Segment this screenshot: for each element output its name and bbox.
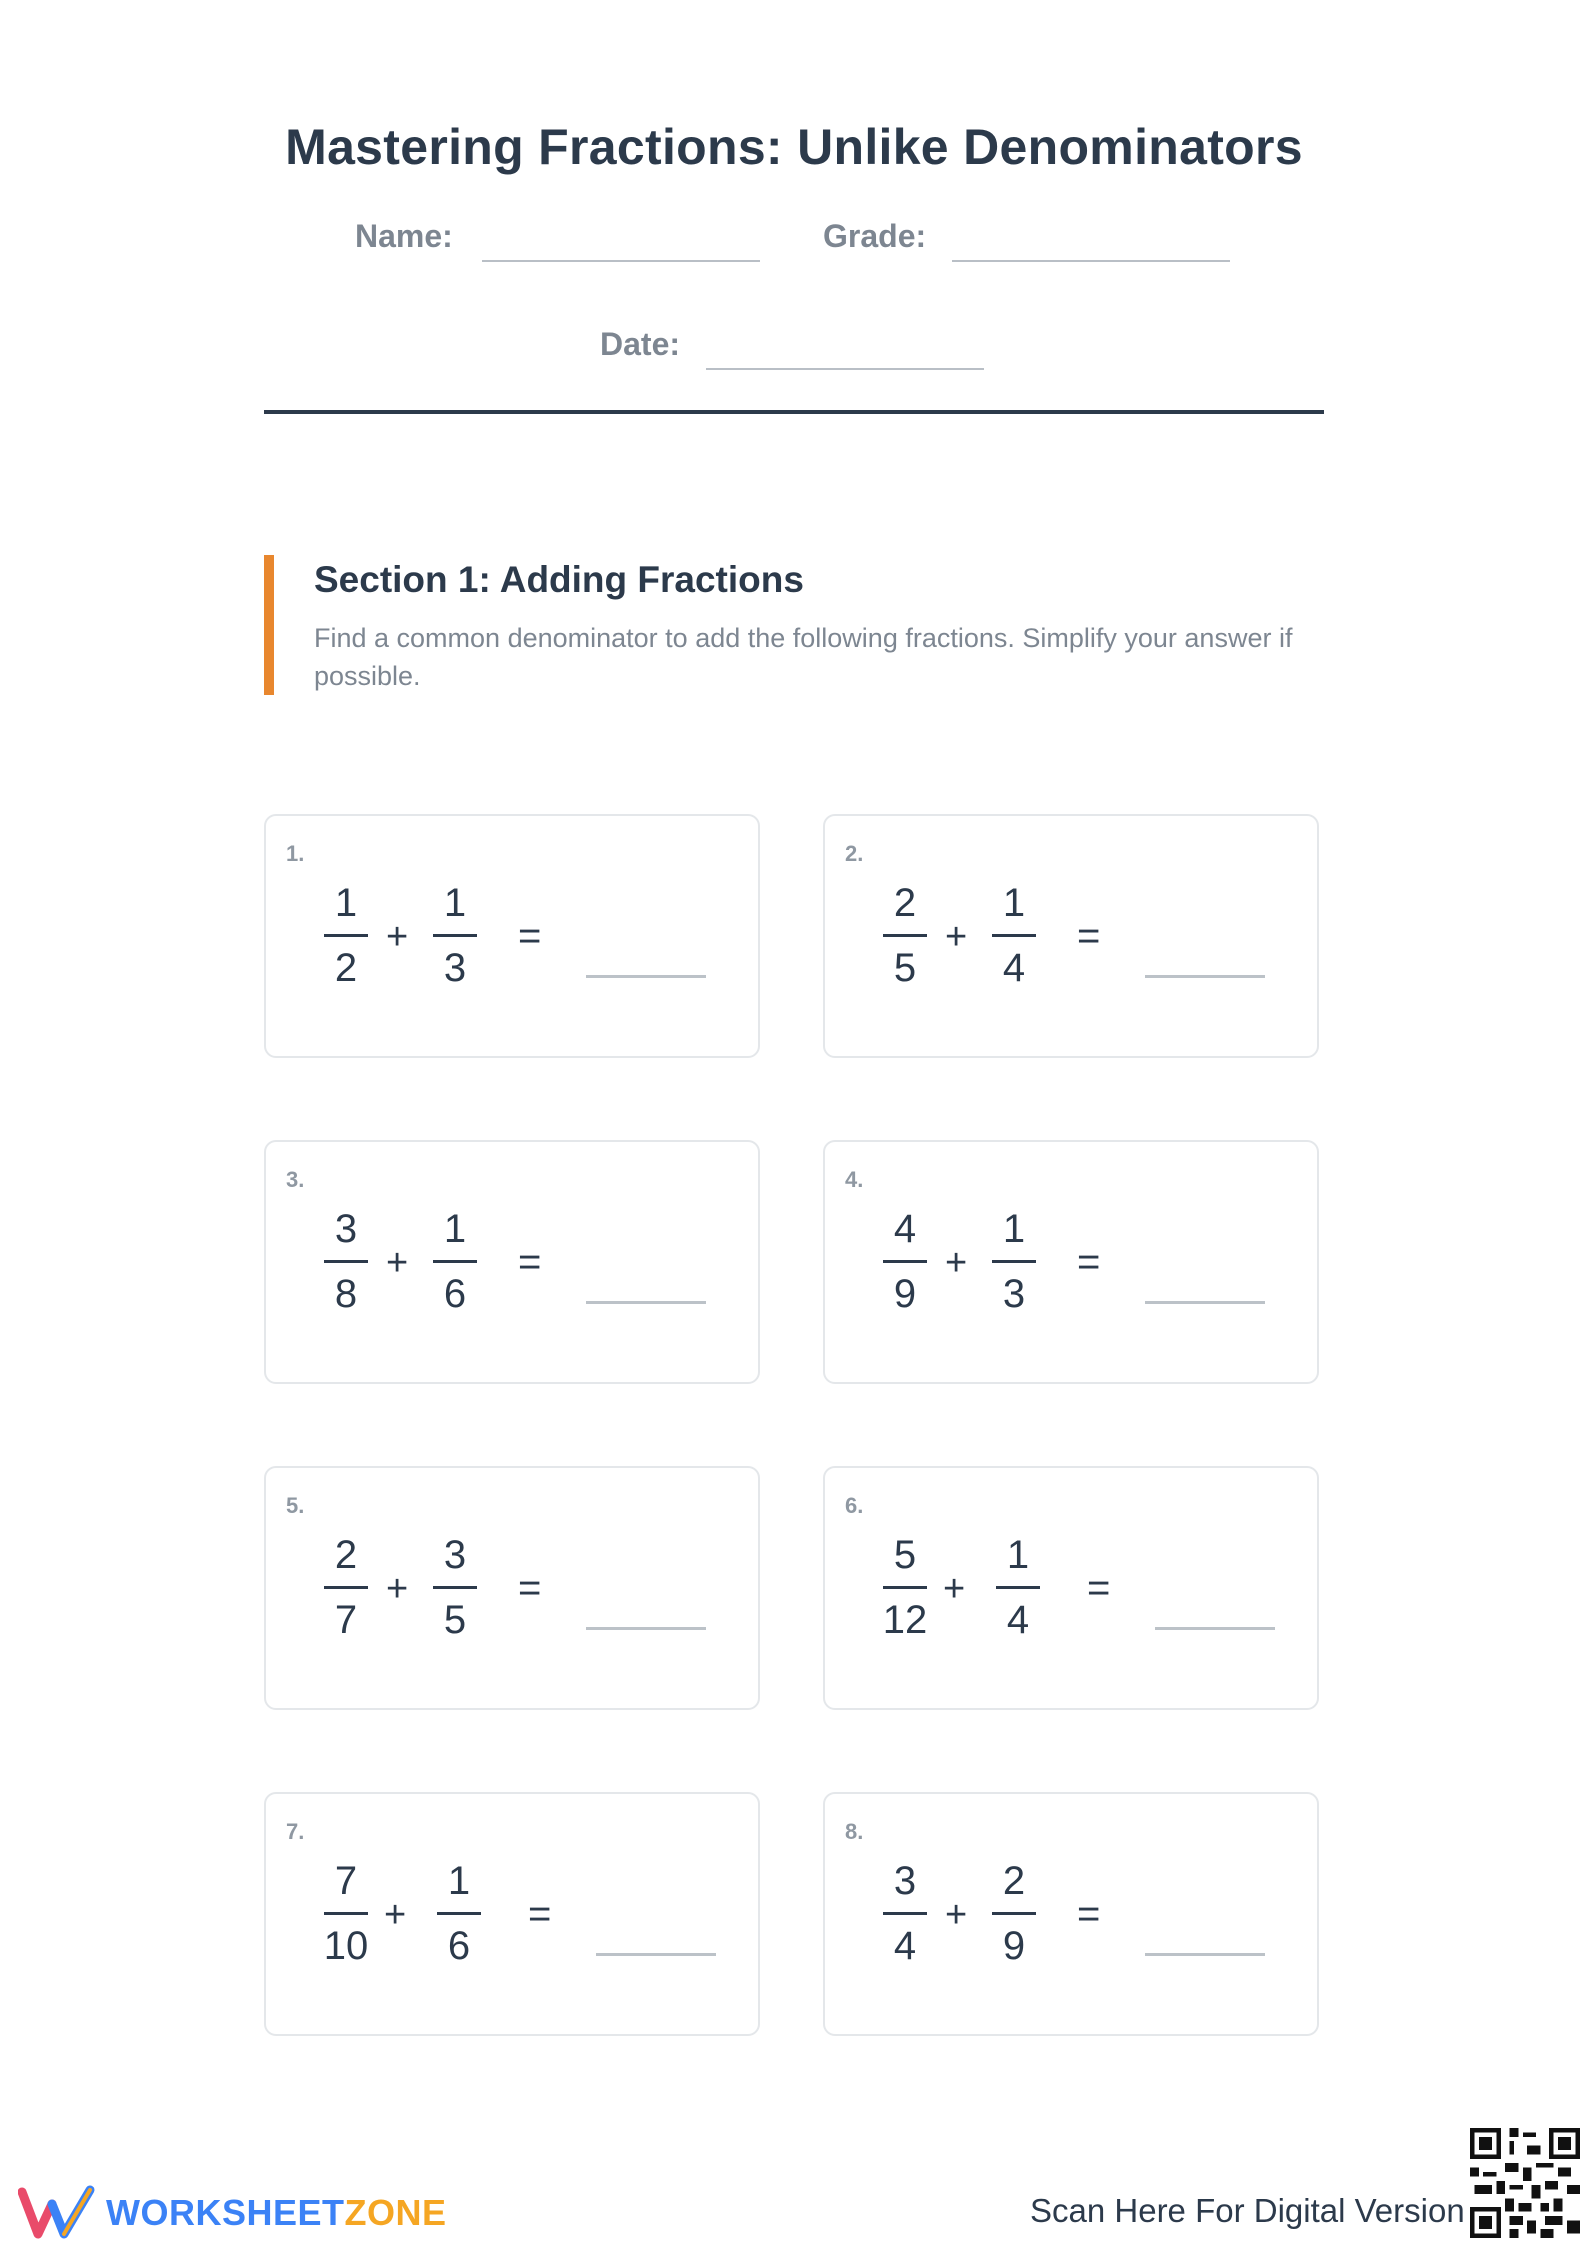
denominator: 10 (323, 1924, 369, 1968)
problem-number: 1. (286, 841, 305, 866)
numerator: 5 (893, 1533, 917, 1577)
answer-blank[interactable] (1145, 975, 1265, 978)
fraction-bar (996, 1586, 1040, 1589)
fraction-bar (883, 1260, 927, 1263)
date-label: Date: (600, 326, 681, 362)
fraction-bar (324, 1260, 368, 1263)
plus-operator: + (943, 1568, 966, 1610)
fraction-b (434, 1856, 484, 1971)
fraction-b (430, 1530, 480, 1645)
numerator: 1 (1002, 881, 1026, 925)
plus-operator: + (384, 1894, 407, 1936)
fraction-bar (992, 1912, 1036, 1915)
fraction-bar (992, 1260, 1036, 1263)
equals-sign: = (1077, 914, 1101, 958)
fraction-bar (324, 1912, 368, 1915)
problem-card (823, 1140, 1319, 1384)
numerator: 1 (1006, 1533, 1030, 1577)
fraction-a (321, 878, 371, 993)
problem-number: 4. (845, 1167, 864, 1192)
denominator: 5 (443, 1598, 467, 1642)
fraction-b (430, 878, 480, 993)
fraction-b (989, 1204, 1039, 1319)
equals-sign: = (518, 914, 542, 958)
denominator: 3 (1002, 1272, 1026, 1316)
problem-number: 6. (845, 1493, 864, 1518)
fraction-bar (433, 934, 477, 937)
denominator: 8 (334, 1272, 358, 1316)
plus-operator: + (386, 1568, 409, 1610)
worksheetzone-logo-icon (18, 2182, 98, 2242)
fraction-a (880, 1530, 930, 1645)
problem-card (823, 1466, 1319, 1710)
fraction-bar (992, 934, 1036, 937)
section-title: Section 1: Adding Fractions (314, 559, 804, 600)
fraction-a (880, 1856, 930, 1971)
answer-blank[interactable] (586, 975, 706, 978)
numerator: 1 (443, 881, 467, 925)
denominator: 3 (443, 946, 467, 990)
plus-operator: + (945, 916, 968, 958)
grade-label: Grade: (823, 218, 927, 254)
fraction-bar (324, 1586, 368, 1589)
equals-sign: = (1087, 1566, 1111, 1610)
denominator: 6 (443, 1272, 467, 1316)
plus-operator: + (386, 1242, 409, 1284)
numerator: 3 (334, 1207, 358, 1251)
problem-card (264, 1466, 760, 1710)
problem-card (823, 1792, 1319, 2036)
numerator: 1 (1002, 1207, 1026, 1251)
problem-number: 2. (845, 841, 864, 866)
problem-card (823, 814, 1319, 1058)
plus-operator: + (386, 916, 409, 958)
problem-number: 8. (845, 1819, 864, 1844)
answer-blank[interactable] (586, 1301, 706, 1304)
name-label: Name: (355, 218, 453, 254)
worksheet-title: Mastering Fractions: Unlike Denominators (285, 119, 1303, 175)
answer-blank[interactable] (1145, 1953, 1265, 1956)
numerator: 2 (893, 881, 917, 925)
denominator: 4 (893, 1924, 917, 1968)
answer-blank[interactable] (1155, 1627, 1275, 1630)
problem-number: 5. (286, 1493, 305, 1518)
numerator: 2 (1002, 1859, 1026, 1903)
problem-card (264, 814, 760, 1058)
fraction-a (880, 878, 930, 993)
numerator: 3 (443, 1533, 467, 1577)
denominator: 12 (882, 1598, 928, 1642)
problem-number: 7. (286, 1819, 305, 1844)
plus-operator: + (945, 1894, 968, 1936)
answer-blank[interactable] (1145, 1301, 1265, 1304)
fraction-a (321, 1530, 371, 1645)
denominator: 9 (1002, 1924, 1026, 1968)
fraction-b (989, 1856, 1039, 1971)
fraction-a (321, 1856, 371, 1971)
qr-code-icon[interactable] (1470, 2128, 1580, 2238)
date-field[interactable] (706, 368, 984, 370)
fraction-b (430, 1204, 480, 1319)
denominator: 4 (1006, 1598, 1030, 1642)
denominator: 7 (334, 1598, 358, 1642)
fraction-bar (324, 934, 368, 937)
equals-sign: = (528, 1892, 552, 1936)
fraction-b (993, 1530, 1043, 1645)
scan-text: Scan Here For Digital Version (1030, 2192, 1465, 2229)
brand-logo (18, 2182, 447, 2242)
header-divider (264, 410, 1324, 414)
grade-field[interactable] (952, 260, 1230, 262)
numerator: 2 (334, 1533, 358, 1577)
fraction-bar (433, 1260, 477, 1263)
brand-name-part1: WORKSHEET (106, 2192, 345, 2233)
section-header (264, 555, 1334, 695)
numerator: 4 (893, 1207, 917, 1251)
brand-name-part2: ZONE (344, 2192, 447, 2233)
denominator: 2 (334, 946, 358, 990)
equals-sign: = (518, 1240, 542, 1284)
denominator: 9 (893, 1272, 917, 1316)
denominator: 5 (893, 946, 917, 990)
name-field[interactable] (482, 260, 760, 262)
numerator: 1 (447, 1859, 471, 1903)
fraction-bar (433, 1586, 477, 1589)
fraction-bar (437, 1912, 481, 1915)
problem-card (264, 1140, 760, 1384)
equals-sign: = (1077, 1892, 1101, 1936)
brand-name (106, 2192, 447, 2234)
numerator: 7 (334, 1859, 358, 1903)
fraction-a (880, 1204, 930, 1319)
fraction-bar (883, 1586, 927, 1589)
equals-sign: = (1077, 1240, 1101, 1284)
numerator: 3 (893, 1859, 917, 1903)
numerator: 1 (443, 1207, 467, 1251)
problem-card (264, 1792, 760, 2036)
answer-blank[interactable] (586, 1627, 706, 1630)
numerator: 1 (334, 881, 358, 925)
fraction-b (989, 878, 1039, 993)
problem-number: 3. (286, 1167, 305, 1192)
denominator: 4 (1002, 946, 1026, 990)
denominator: 6 (447, 1924, 471, 1968)
plus-operator: + (945, 1242, 968, 1284)
fraction-a (321, 1204, 371, 1319)
equals-sign: = (518, 1566, 542, 1610)
section-instructions: Find a common denominator to add the following fractions. Simplify your answer if possible. (314, 623, 1293, 691)
fraction-bar (883, 1912, 927, 1915)
answer-blank[interactable] (596, 1953, 716, 1956)
fraction-bar (883, 934, 927, 937)
